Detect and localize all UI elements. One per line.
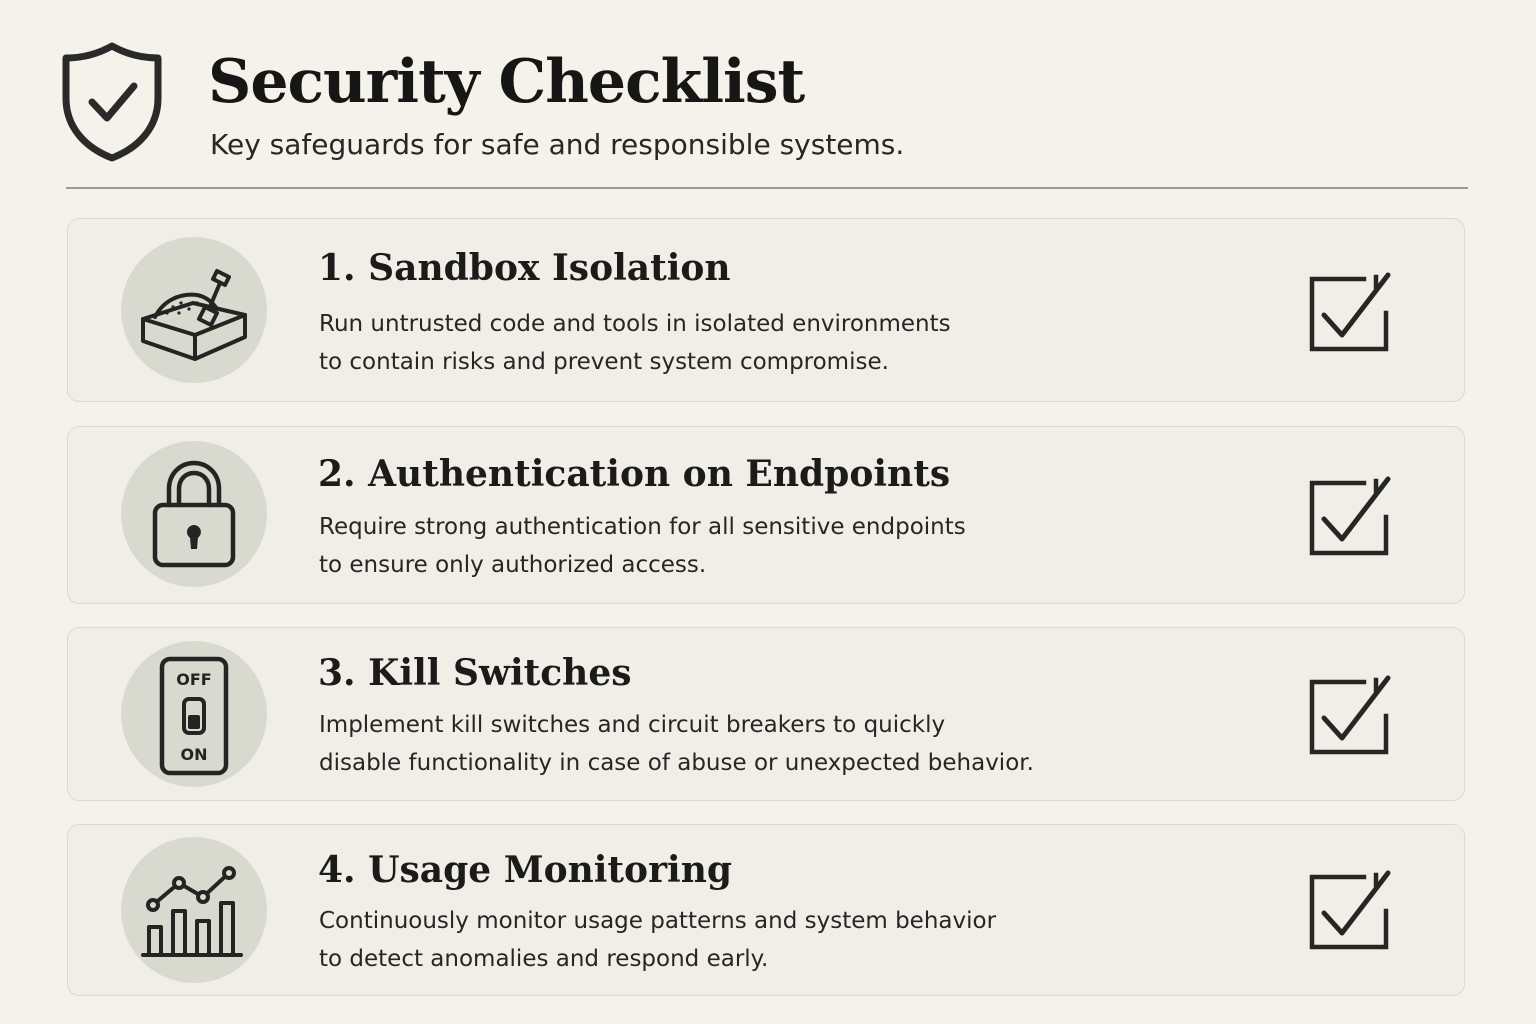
checkbox-checked-icon: [1304, 869, 1394, 953]
item-checkbox[interactable]: [1304, 869, 1394, 953]
checkbox-checked-icon: [1304, 475, 1394, 559]
icon-badge: [121, 837, 267, 983]
header-divider: [66, 187, 1468, 189]
checklist-item-kill-switches: [67, 627, 1465, 801]
checkbox-checked-icon: [1304, 271, 1394, 355]
item-description: Implement kill switches and circuit breakers to quickly disable functionality in case of abuse or unexpected behavior.: [319, 712, 1034, 776]
sandbox-shovel-icon: [121, 237, 267, 383]
icon-badge: [121, 641, 267, 787]
checklist-item-sandbox-isolation: [67, 218, 1465, 402]
padlock-icon: [121, 441, 267, 587]
item-title: 3. Kill Switches: [318, 652, 632, 694]
item-checkbox[interactable]: [1304, 271, 1394, 355]
checklist-item-authentication: [67, 426, 1465, 604]
item-description: Run untrusted code and tools in isolated environments to contain risks and prevent system compromise.: [319, 311, 951, 375]
icon-badge: [121, 441, 267, 587]
icon-badge: [121, 237, 267, 383]
switch-off-label: OFF: [176, 670, 212, 689]
checkbox-checked-icon: [1304, 674, 1394, 758]
item-title: 4. Usage Monitoring: [318, 849, 733, 891]
page-subtitle: Key safeguards for safe and responsible systems.: [210, 128, 905, 161]
item-checkbox[interactable]: [1304, 674, 1394, 758]
header: [0, 0, 1536, 190]
toggle-switch-icon: [121, 641, 267, 787]
shield-check-icon: [60, 40, 164, 164]
bar-line-chart-icon: [121, 837, 267, 983]
item-title: 1. Sandbox Isolation: [318, 247, 731, 289]
item-description: Continuously monitor usage patterns and system behavior to detect anomalies and respond early.: [319, 908, 997, 972]
page-title: Security Checklist: [208, 47, 805, 117]
item-checkbox[interactable]: [1304, 475, 1394, 559]
switch-on-label: ON: [180, 745, 208, 764]
item-description: Require strong authentication for all sensitive endpoints to ensure only authorized access.: [319, 514, 966, 578]
checklist-item-usage-monitoring: [67, 824, 1465, 996]
item-title: 2. Authentication on Endpoints: [318, 453, 951, 495]
